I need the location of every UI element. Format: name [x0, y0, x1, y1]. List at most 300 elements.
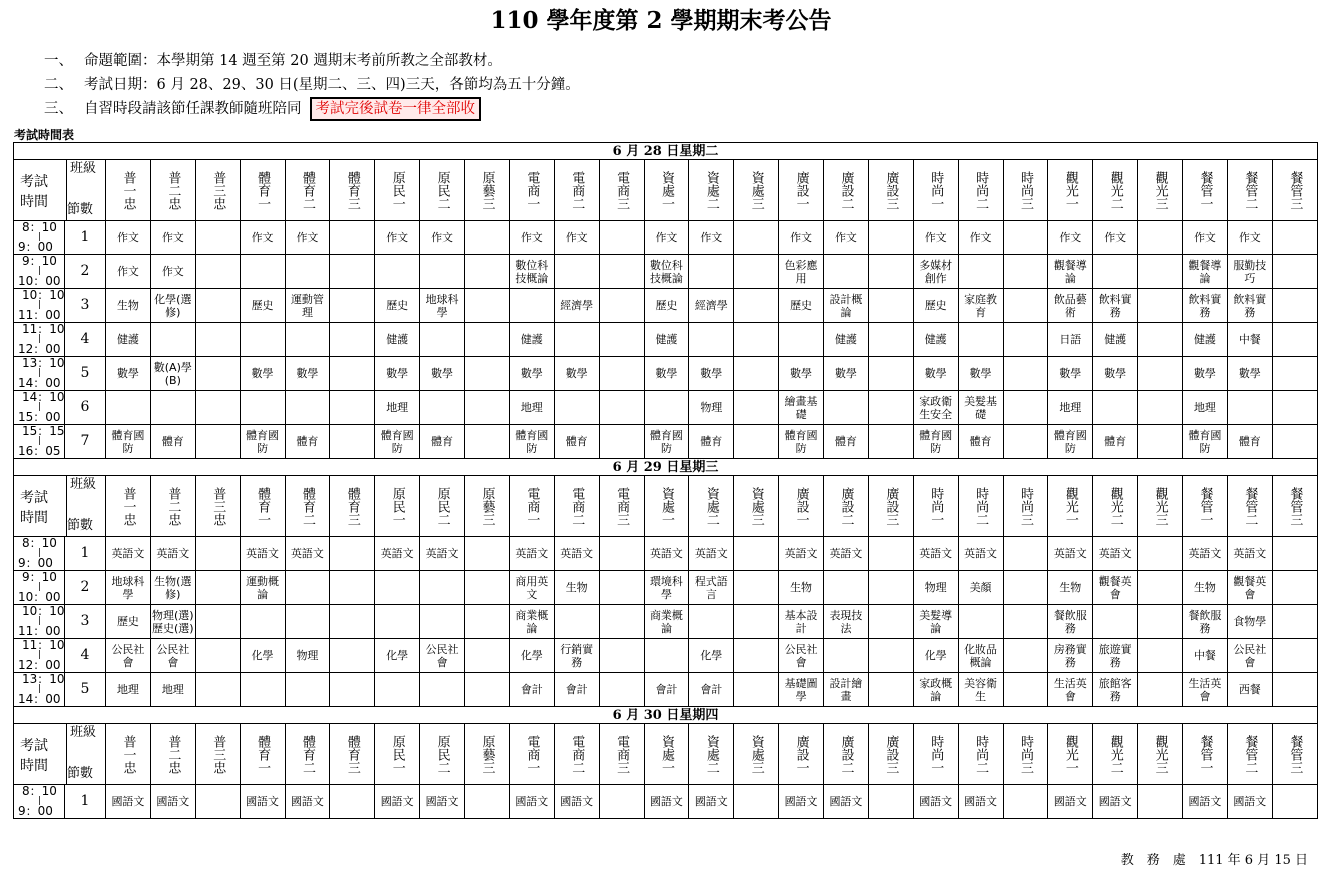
subject-cell: 英語文 — [509, 537, 554, 571]
subject-cell: 國語文 — [554, 785, 599, 819]
subject-cell — [1272, 357, 1317, 391]
period-number: 2 — [64, 255, 105, 288]
class-name: 電商三 — [614, 170, 630, 210]
subject-cell: 商業概論 — [509, 605, 554, 639]
class-column-header — [824, 476, 869, 537]
subject-cell — [330, 221, 375, 255]
subject-cell — [195, 537, 240, 571]
subject-cell — [1138, 323, 1183, 357]
subject-cell — [734, 221, 779, 255]
day-header-row — [14, 459, 1318, 476]
subject-cell — [1272, 221, 1317, 255]
notice-item-2 — [44, 73, 580, 97]
subject-cell — [734, 605, 779, 639]
class-column-header — [644, 160, 689, 221]
subject-cell: 物理 — [285, 639, 330, 673]
class-column-header — [330, 476, 375, 537]
subject-cell: 飲料實務 — [1093, 289, 1138, 323]
class-column-header — [1048, 724, 1093, 785]
subject-cell: 表現技法 — [824, 605, 869, 639]
subject-cell — [868, 605, 913, 639]
subject-cell — [734, 673, 779, 707]
subject-cell — [1272, 537, 1317, 571]
start-time: 10：10 — [22, 604, 65, 618]
subject-cell: 英語文 — [285, 537, 330, 571]
class-column-header — [1272, 476, 1317, 537]
subject-cell: 日語 — [1048, 323, 1093, 357]
subject-cell — [1138, 571, 1183, 605]
page-title: 110 學年度第 2 學期期末考公告 — [490, 7, 832, 34]
class-column-header — [644, 476, 689, 537]
subject-cell — [1272, 605, 1317, 639]
subject-cell — [599, 255, 644, 289]
subject-cell: 數學 — [285, 357, 330, 391]
subject-cell — [330, 323, 375, 357]
class-name: 餐管三 — [1287, 486, 1303, 526]
subject-cell — [1138, 357, 1183, 391]
subject-cell: 多媒材創作 — [913, 255, 958, 289]
class-column-header — [868, 476, 913, 537]
subject-cell: 體育 — [1093, 425, 1138, 459]
period-number: 5 — [64, 673, 105, 706]
exam-time-label: 考試 時間 — [20, 174, 48, 210]
subject-cell: 數學 — [420, 357, 465, 391]
table-row — [14, 605, 1318, 639]
subject-cell: 化學 — [913, 639, 958, 673]
subject-cell — [375, 255, 420, 289]
subject-cell — [509, 289, 554, 323]
subject-cell: 地理 — [1183, 391, 1228, 425]
subject-cell: 數學 — [689, 357, 734, 391]
subject-cell: 中餐 — [1227, 323, 1272, 357]
class-name: 體育三 — [344, 486, 360, 526]
day-header-row — [14, 143, 1318, 160]
subject-cell: 作文 — [509, 221, 554, 255]
end-time: 9：00 — [18, 556, 53, 570]
subject-cell — [375, 605, 420, 639]
subject-cell — [330, 639, 375, 673]
end-time: 10：00 — [18, 274, 61, 288]
class-name: 電商二 — [569, 486, 585, 526]
subject-cell: 家政衛生安全 — [913, 391, 958, 425]
subject-cell: 公民社會 — [779, 639, 824, 673]
notice-text: 考試日期：6 月 28、29、30 日(星期二、三、四)三天，各節均為五十分鐘。 — [84, 77, 580, 93]
subject-cell — [465, 425, 510, 459]
subject-cell — [465, 785, 510, 819]
class-column-header — [689, 476, 734, 537]
subject-cell: 物理(選)歷史(選) — [150, 605, 195, 639]
subject-cell: 作文 — [958, 221, 1003, 255]
class-name: 電商三 — [614, 486, 630, 526]
subject-cell: 公民社會 — [150, 639, 195, 673]
subject-cell: 飲品藝術 — [1048, 289, 1093, 323]
subject-cell — [195, 391, 240, 425]
subject-cell — [644, 639, 689, 673]
start-time: 9：10 — [22, 254, 57, 268]
subject-cell: 國語文 — [1093, 785, 1138, 819]
subject-cell: 數學 — [913, 357, 958, 391]
class-column-header — [689, 724, 734, 785]
class-header-row — [14, 160, 1318, 221]
subject-cell — [824, 391, 869, 425]
class-name: 觀光三 — [1152, 486, 1168, 526]
subject-cell: 觀餐導論 — [1183, 255, 1228, 289]
table-row — [14, 391, 1318, 425]
subject-cell — [599, 785, 644, 819]
class-column-header — [420, 160, 465, 221]
period-number: 1 — [64, 537, 105, 570]
subject-cell: 數學 — [1048, 357, 1093, 391]
class-label: 班級 — [70, 725, 97, 740]
class-name: 電商一 — [524, 486, 540, 526]
subject-cell: 基本設計 — [779, 605, 824, 639]
subject-cell: 色彩應用 — [779, 255, 824, 289]
class-name: 觀光一 — [1062, 170, 1078, 210]
subject-cell: 飲料實務 — [1183, 289, 1228, 323]
start-time: 13：10 — [22, 672, 65, 686]
subject-cell — [195, 323, 240, 357]
subject-cell — [465, 255, 510, 289]
class-name: 體育一 — [255, 486, 271, 526]
class-column-header — [195, 160, 240, 221]
period-label: 節數 — [67, 766, 94, 781]
class-column-header — [1183, 476, 1228, 537]
subject-cell — [689, 255, 734, 289]
class-column-header — [958, 724, 1003, 785]
subject-cell: 設計繪畫 — [824, 673, 869, 707]
subject-cell — [195, 425, 240, 459]
subject-cell — [195, 673, 240, 707]
header-corner — [14, 160, 106, 221]
subject-cell: 生物 — [1048, 571, 1093, 605]
class-name: 普三忠 — [210, 170, 226, 210]
subject-cell — [465, 605, 510, 639]
subject-cell — [285, 571, 330, 605]
subject-cell: 作文 — [1048, 221, 1093, 255]
subject-cell: 國語文 — [644, 785, 689, 819]
subject-cell: 化妝品概論 — [958, 639, 1003, 673]
subject-cell — [734, 639, 779, 673]
class-name: 普三忠 — [210, 486, 226, 526]
time-period-cell — [14, 289, 106, 323]
class-header-row — [14, 724, 1318, 785]
subject-cell — [958, 605, 1003, 639]
table-row — [14, 255, 1318, 289]
subject-cell: 地球科學 — [420, 289, 465, 323]
class-name: 廣設二 — [838, 170, 854, 210]
class-column-header — [465, 724, 510, 785]
subject-cell — [195, 221, 240, 255]
subject-cell: 會計 — [644, 673, 689, 707]
class-column-header — [1003, 160, 1048, 221]
subject-cell — [1138, 391, 1183, 425]
table-row — [14, 673, 1318, 707]
end-time: 10：00 — [18, 590, 61, 604]
subject-cell: 國語文 — [689, 785, 734, 819]
notice-text: 命題範圍：本學期第 14 週至第 20 週期末考前所教之全部教材。 — [84, 53, 502, 69]
class-column-header — [1183, 724, 1228, 785]
class-name: 原民二 — [434, 170, 450, 210]
day-header-row — [14, 707, 1318, 724]
class-name: 廣設一 — [793, 734, 809, 774]
class-column-header — [285, 724, 330, 785]
subject-cell: 作文 — [1227, 221, 1272, 255]
subject-cell: 地理 — [509, 391, 554, 425]
subject-cell — [1003, 673, 1048, 707]
subject-cell: 家政概論 — [913, 673, 958, 707]
subject-cell: 美容衛生 — [958, 673, 1003, 707]
subject-cell: 食物學 — [1227, 605, 1272, 639]
class-name: 時尚二 — [973, 170, 989, 210]
subject-cell: 生物 — [779, 571, 824, 605]
subject-cell — [420, 571, 465, 605]
subject-cell — [868, 537, 913, 571]
subject-cell: 會計 — [509, 673, 554, 707]
subject-cell — [1003, 785, 1048, 819]
subject-cell: 公民社會 — [420, 639, 465, 673]
subject-cell — [1138, 255, 1183, 289]
subject-cell: 作文 — [150, 221, 195, 255]
class-name: 廣設三 — [883, 734, 899, 774]
subject-cell: 化學 — [240, 639, 285, 673]
class-column-header — [1003, 724, 1048, 785]
time-period-cell — [14, 357, 106, 391]
class-column-header — [779, 724, 824, 785]
start-time: 8：10 — [22, 784, 57, 798]
subject-cell: 會計 — [554, 673, 599, 707]
table-row — [14, 571, 1318, 605]
class-name: 餐管一 — [1197, 734, 1213, 774]
subject-cell: 公民社會 — [1227, 639, 1272, 673]
class-name: 觀光三 — [1152, 734, 1168, 774]
subject-cell — [330, 255, 375, 289]
subject-cell: 作文 — [1093, 221, 1138, 255]
subject-cell — [734, 357, 779, 391]
subject-cell — [465, 323, 510, 357]
class-name: 時尚一 — [928, 734, 944, 774]
subject-cell — [689, 323, 734, 357]
subject-cell: 數學 — [554, 357, 599, 391]
start-time: 10：10 — [22, 288, 65, 302]
subject-cell — [868, 673, 913, 707]
period-number: 2 — [64, 571, 105, 604]
subject-cell: 作文 — [285, 221, 330, 255]
class-column-header — [599, 160, 644, 221]
subject-cell: 觀餐英會 — [1093, 571, 1138, 605]
class-name: 電商一 — [524, 734, 540, 774]
class-column-header — [1093, 724, 1138, 785]
time-separator: | — [38, 232, 42, 242]
subject-cell: 體育 — [1227, 425, 1272, 459]
subject-cell — [1093, 605, 1138, 639]
class-column-header — [375, 160, 420, 221]
class-column-header — [779, 476, 824, 537]
subject-cell — [1138, 785, 1183, 819]
subject-cell: 地理 — [1048, 391, 1093, 425]
subject-cell — [465, 673, 510, 707]
subject-cell — [330, 289, 375, 323]
subject-cell — [420, 391, 465, 425]
subject-cell: 英語文 — [1183, 537, 1228, 571]
subject-cell — [599, 571, 644, 605]
subject-cell — [958, 323, 1003, 357]
subject-cell — [1272, 639, 1317, 673]
subject-cell — [465, 357, 510, 391]
subject-cell — [285, 255, 330, 289]
class-name: 體育一 — [255, 170, 271, 210]
subject-cell — [1272, 425, 1317, 459]
subject-cell — [1003, 221, 1048, 255]
header-corner — [14, 724, 106, 785]
subject-cell: 觀餐英會 — [1227, 571, 1272, 605]
subject-cell — [1003, 391, 1048, 425]
subject-cell — [420, 673, 465, 707]
subject-cell: 會計 — [689, 673, 734, 707]
subject-cell — [195, 639, 240, 673]
class-name: 餐管三 — [1287, 734, 1303, 774]
subject-cell: 體育 — [689, 425, 734, 459]
subject-cell: 旅館客務 — [1093, 673, 1138, 707]
subject-cell — [868, 639, 913, 673]
class-column-header — [599, 724, 644, 785]
subject-cell — [195, 571, 240, 605]
class-name: 廣設一 — [793, 170, 809, 210]
class-name: 體育二 — [299, 170, 315, 210]
subject-cell: 英語文 — [824, 537, 869, 571]
class-column-header — [1048, 160, 1093, 221]
class-name: 時尚三 — [1017, 486, 1033, 526]
class-column-header — [285, 160, 330, 221]
subject-cell: 體育國防 — [1183, 425, 1228, 459]
subject-cell: 經濟學 — [689, 289, 734, 323]
subject-cell: 行銷實務 — [554, 639, 599, 673]
subject-cell: 化學(選修) — [150, 289, 195, 323]
subject-cell — [868, 255, 913, 289]
time-period-cell — [14, 605, 106, 639]
subject-cell: 飲料實務 — [1227, 289, 1272, 323]
class-name: 時尚一 — [928, 170, 944, 210]
class-name: 原民一 — [389, 734, 405, 774]
subject-cell: 地球科學 — [106, 571, 151, 605]
time-separator: | — [38, 548, 42, 558]
subject-cell — [824, 571, 869, 605]
class-column-header — [150, 476, 195, 537]
time-period-cell — [14, 221, 106, 255]
subject-cell: 歷史 — [375, 289, 420, 323]
subject-cell — [1003, 323, 1048, 357]
table-row — [14, 785, 1318, 819]
notice-item-1 — [44, 49, 580, 73]
subject-cell: 數(A)學(B) — [150, 357, 195, 391]
subject-cell: 美髮基礎 — [958, 391, 1003, 425]
class-column-header — [1272, 724, 1317, 785]
class-name: 原民二 — [434, 486, 450, 526]
subject-cell — [106, 391, 151, 425]
subject-cell: 物理 — [689, 391, 734, 425]
subject-cell — [195, 785, 240, 819]
class-column-header — [240, 476, 285, 537]
class-name: 資處三 — [748, 734, 764, 774]
subject-cell — [734, 571, 779, 605]
subject-cell: 體育國防 — [1048, 425, 1093, 459]
subject-cell: 生物(選修) — [150, 571, 195, 605]
subject-cell — [734, 785, 779, 819]
subject-cell — [868, 785, 913, 819]
subject-cell: 國語文 — [1227, 785, 1272, 819]
subject-cell — [330, 391, 375, 425]
time-separator: | — [38, 300, 42, 310]
subject-cell — [1003, 425, 1048, 459]
subject-cell: 健護 — [106, 323, 151, 357]
subject-cell — [644, 391, 689, 425]
class-column-header — [913, 724, 958, 785]
subject-cell: 體育 — [824, 425, 869, 459]
period-number: 4 — [64, 323, 105, 356]
table-row — [14, 323, 1318, 357]
subject-cell: 數學 — [1093, 357, 1138, 391]
subject-cell — [240, 391, 285, 425]
subject-cell: 國語文 — [509, 785, 554, 819]
class-column-header — [554, 160, 599, 221]
subject-cell — [868, 391, 913, 425]
subject-cell — [554, 323, 599, 357]
subject-cell: 地理 — [106, 673, 151, 707]
class-column-header — [824, 160, 869, 221]
subject-cell: 作文 — [240, 221, 285, 255]
time-period-cell — [14, 673, 106, 707]
subject-cell — [330, 357, 375, 391]
subject-cell: 英語文 — [106, 537, 151, 571]
subject-cell: 健護 — [824, 323, 869, 357]
day-label: 6 月 28 日星期二 — [14, 143, 1318, 160]
subject-cell — [554, 255, 599, 289]
subject-cell: 作文 — [824, 221, 869, 255]
subject-cell — [465, 537, 510, 571]
subject-cell: 公民社會 — [106, 639, 151, 673]
class-column-header — [1227, 476, 1272, 537]
subject-cell — [285, 605, 330, 639]
exam-schedule-table — [13, 142, 1318, 819]
class-column-header — [375, 724, 420, 785]
time-separator: | — [38, 334, 42, 344]
class-column-header — [285, 476, 330, 537]
subject-cell: 體育國防 — [509, 425, 554, 459]
notice-text: 自習時段請該節任課教師隨班陪同 — [84, 101, 302, 117]
time-period-cell — [14, 255, 106, 289]
subject-cell — [599, 323, 644, 357]
subject-cell: 健護 — [375, 323, 420, 357]
class-column-header — [958, 476, 1003, 537]
subject-cell — [1138, 673, 1183, 707]
subject-cell — [599, 289, 644, 323]
subject-cell — [734, 425, 779, 459]
subject-cell — [599, 221, 644, 255]
class-name: 資處二 — [703, 734, 719, 774]
subject-cell: 旅遊實務 — [1093, 639, 1138, 673]
subject-cell: 體育國防 — [106, 425, 151, 459]
period-number: 4 — [64, 639, 105, 672]
class-column-header — [1138, 476, 1183, 537]
subject-cell — [1272, 289, 1317, 323]
subject-cell: 數學 — [106, 357, 151, 391]
class-name: 普二忠 — [165, 734, 181, 774]
subject-cell: 英語文 — [150, 537, 195, 571]
subject-cell: 基礎圖學 — [779, 673, 824, 707]
subject-cell: 國語文 — [420, 785, 465, 819]
subject-cell: 作文 — [375, 221, 420, 255]
subject-cell — [420, 255, 465, 289]
class-name: 電商一 — [524, 170, 540, 210]
